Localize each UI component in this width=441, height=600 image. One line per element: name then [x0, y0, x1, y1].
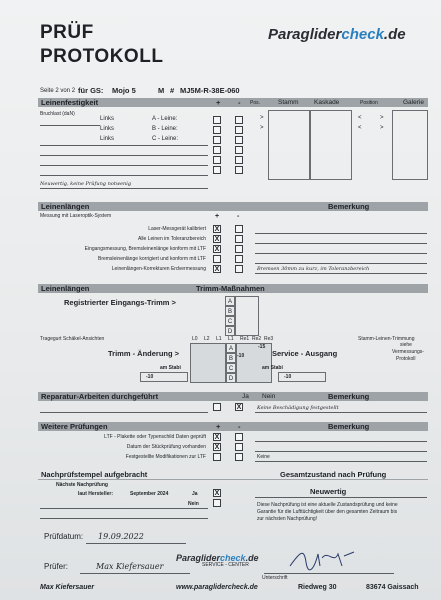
repair-remark: Keine Beschädigung festgestellt	[257, 405, 339, 411]
section-title: Leinenlängen	[41, 202, 90, 211]
line	[255, 451, 427, 452]
line	[40, 145, 208, 146]
kaskade-header: Kaskade	[314, 99, 340, 106]
checkbox-minus[interactable]	[235, 146, 243, 154]
position-arrow-left: <	[358, 115, 362, 121]
checkbox-minus[interactable]	[235, 156, 243, 164]
pruefdatum-label: Prüfdatum:	[44, 532, 84, 541]
line	[40, 125, 100, 126]
pruefer-value: Max Kiefersauer	[96, 562, 164, 571]
checkbox-plus[interactable]: X	[214, 246, 220, 253]
overall-condition: Neuwertig	[310, 487, 347, 496]
signature-image	[286, 544, 358, 574]
section-weitere	[38, 422, 428, 431]
disclaimer-line1: Diese Nachprüfung ist eine aktuelle Zustandsprüfung und keine	[257, 502, 398, 508]
glider-size: M	[158, 86, 165, 95]
check-label: Bremsleinenlänge korrigiert und konform mit LTF	[97, 256, 206, 262]
checkbox-ja[interactable]	[213, 403, 221, 411]
line	[255, 233, 427, 234]
col-head: Re3	[264, 336, 274, 342]
checkbox-plus[interactable]	[213, 116, 221, 124]
row-label: C	[225, 316, 235, 326]
checkbox-minus[interactable]	[235, 116, 243, 124]
check-label: Festgestellte Modifikationen zur LTF	[125, 454, 206, 460]
section-title: Leinenlängen	[41, 284, 90, 293]
disclaimer-line3: zur nächsten Nachprüfung!	[257, 516, 318, 522]
galerie-column	[392, 110, 428, 180]
shackle-left-grid	[190, 343, 226, 383]
trimm-input-column[interactable]	[235, 296, 259, 336]
checkbox-minus[interactable]	[235, 166, 243, 174]
checkbox-plus[interactable]	[213, 166, 221, 174]
row-label: C	[226, 363, 236, 373]
col-head: L2	[204, 336, 210, 342]
checkbox-minus[interactable]	[235, 126, 243, 134]
checkbox-plus[interactable]: X	[214, 236, 220, 243]
checkbox-minus[interactable]	[235, 225, 243, 233]
line	[40, 518, 208, 519]
checkbox-plus[interactable]	[213, 255, 221, 263]
protokoll-label: Protokoll	[396, 356, 416, 362]
check-label: Eingangsmessung, Bremsleinenlänge konform mit LTF	[84, 246, 206, 252]
col-head: Re2	[252, 336, 262, 342]
logo-text-left: Paraglider	[176, 553, 221, 563]
strength-note: Neuwertig, keine Prüfung notwenig	[40, 181, 132, 187]
checkbox-plus[interactable]	[213, 146, 221, 154]
plus-header: +	[216, 98, 221, 107]
nein-header: Nein	[262, 393, 276, 400]
line	[255, 497, 427, 498]
section-leinenfestigkeit	[38, 98, 428, 107]
disclaimer-line2: Garantie für die Lufttüchtigkeit über den gesamten Zeitraum bis	[257, 509, 398, 515]
line	[255, 243, 427, 244]
minus-header: -	[237, 213, 240, 220]
logo-text-right: .de	[383, 26, 406, 43]
nein-label: Nein	[188, 501, 199, 507]
tragegurt-label: Tragegurt Schäkel-Ansichten	[40, 336, 105, 342]
logo-text-left: Paraglider	[268, 26, 342, 43]
trimm-masse-header: Trimm-Maßnahmen	[196, 284, 265, 293]
pruefdatum-value: 19.09.2022	[98, 532, 144, 541]
vermessung-label: Vermessungs-	[392, 349, 424, 355]
check-label: LTF - Plakette oder Typenschild Daten geprüft	[104, 434, 206, 440]
checkbox-plus[interactable]	[213, 453, 221, 461]
section-leinenlaengen-trimm	[38, 284, 428, 293]
row-side: Links	[100, 116, 115, 122]
col-head: Re1	[240, 336, 250, 342]
row-line: B - Leine:	[152, 126, 178, 132]
line	[40, 508, 208, 509]
row-label: D	[225, 326, 235, 336]
section-nachpruef	[38, 470, 428, 479]
position-arrow-right: >	[380, 115, 384, 121]
row-line: C - Leine:	[152, 136, 179, 142]
row-side: Links	[100, 136, 115, 142]
line	[255, 253, 427, 254]
checkbox-minus[interactable]	[235, 265, 243, 273]
section-title: Leinenfestigkeit	[41, 98, 99, 107]
unterschrift-label: Unterschrift	[262, 575, 288, 581]
naechste-label: Nächste Nachprüfung	[56, 482, 108, 488]
checkbox-plus[interactable]: X	[214, 226, 220, 233]
pos-arrow: >	[260, 125, 264, 131]
pos-header: Pos.	[250, 100, 261, 106]
checkbox-minus[interactable]	[235, 235, 243, 243]
section-reparatur	[38, 392, 428, 401]
next-date: September 2024	[130, 491, 169, 497]
am-stabi-left: am Stabi	[160, 365, 181, 371]
title-line1: PRÜF	[40, 22, 94, 43]
checkbox-plus[interactable]	[213, 126, 221, 134]
brand-logo	[268, 26, 406, 44]
b-value: -10	[237, 353, 245, 359]
footer-city: 83674 Gaissach	[366, 584, 419, 591]
footer-street: Riedweg 30	[298, 584, 337, 591]
checkbox-plus[interactable]	[213, 156, 221, 164]
line	[255, 263, 427, 264]
checkbox-plus[interactable]: X	[214, 434, 220, 441]
checkbox-minus[interactable]	[235, 255, 243, 263]
stamm-column	[268, 110, 310, 180]
check-label: Leinenlängen-Korrekturen Erdvermessung	[111, 266, 206, 272]
row-label: D	[226, 373, 236, 383]
eingangs-trimm-label: Registrierter Eingangs-Trimm >	[64, 298, 176, 307]
checkbox-minus[interactable]	[235, 443, 243, 451]
col-head: L1	[228, 336, 234, 342]
row-line: A - Leine:	[152, 116, 178, 122]
siehe-label: siehe	[400, 342, 412, 348]
line	[40, 155, 208, 156]
pruefer-label: Prüfer:	[44, 562, 69, 571]
stamm-header: Stamm	[278, 99, 299, 106]
serial-label: #	[170, 86, 175, 95]
line	[86, 543, 186, 544]
gesamtzustand-title: Gesamtzustand nach Prüfung	[280, 470, 387, 479]
checkbox-minus[interactable]	[235, 433, 243, 441]
ja-header: Ja	[242, 393, 249, 400]
col-head: L0	[192, 336, 198, 342]
plus-header: +	[216, 422, 221, 431]
check-label: Datum der Stückprüfung vorhanden	[126, 444, 206, 450]
row-label: A	[226, 343, 236, 353]
minus-header: -	[238, 98, 241, 107]
stabi-right-value: -10	[284, 374, 292, 380]
checkbox-nein[interactable]: X	[236, 404, 242, 411]
ja-label: Ja	[192, 491, 198, 497]
line	[80, 573, 190, 574]
line	[255, 441, 427, 442]
line	[255, 273, 427, 274]
check-label: Laser-Messgerät kalibriert	[148, 226, 206, 232]
line	[255, 412, 427, 413]
kaskade-column	[310, 110, 352, 180]
line	[264, 573, 394, 574]
bruchlast-label: Bruchlast (daN)	[40, 111, 75, 117]
section-title: Nachprüfstempel aufgebracht	[41, 470, 148, 479]
glider-model: Mojo 5	[112, 86, 136, 95]
section-divider	[38, 479, 428, 480]
checkbox-minus[interactable]	[235, 453, 243, 461]
row-side: Links	[100, 126, 115, 132]
footer-website[interactable]: www.paraglidercheck.de	[176, 584, 258, 591]
section-title: Reparatur-Arbeiten durchgeführt	[41, 392, 159, 401]
bemerkung-header: Bemerkung	[328, 422, 370, 431]
bemerkung-header: Bemerkung	[328, 202, 370, 211]
section-title: Weitere Prüfungen	[41, 422, 108, 431]
checkbox-plus[interactable]	[213, 136, 221, 144]
page-number: Seite 2 von 2	[40, 88, 76, 94]
row-label: A	[225, 296, 235, 306]
row-label: B	[226, 353, 236, 363]
checkbox-minus[interactable]	[235, 245, 243, 253]
pos-arrow: >	[260, 115, 264, 121]
logo-text-mid: check	[341, 26, 384, 43]
section-leinenlaengen	[38, 202, 428, 211]
footer-name: Max Kiefersauer	[40, 584, 95, 591]
right-value: -15	[258, 344, 266, 350]
logo-text-mid: check	[220, 553, 246, 563]
checkbox-ja[interactable]: X	[214, 490, 220, 497]
for-gs-label: für GS:	[78, 86, 104, 95]
service-ausgang-label: Service - Ausgang	[272, 349, 338, 358]
am-stabi-right: am Stabi	[262, 365, 283, 371]
modification-remark: Keine	[257, 454, 270, 460]
line	[40, 412, 208, 413]
title-line2: PROTOKOLL	[40, 46, 164, 67]
laut-hersteller-label: laut Hersteller:	[78, 491, 114, 497]
position-arrow-left: <	[358, 125, 362, 131]
check-label: Alle Leinen im Toleranzbereich	[137, 236, 206, 242]
col-head: L1	[216, 336, 222, 342]
line	[255, 461, 427, 462]
line	[40, 165, 208, 166]
position-arrow-right: >	[380, 125, 384, 131]
checkbox-plus[interactable]: X	[214, 444, 220, 451]
trimm-aenderung-label: Trimm - Änderung >	[108, 349, 180, 358]
line	[40, 188, 208, 189]
plus-header: +	[215, 213, 220, 220]
checkbox-nein[interactable]	[213, 499, 221, 507]
stamm-trimmung-label: Stamm-Leinen-Trimmung	[358, 336, 415, 342]
service-center-label: SERVICE - CENTER	[202, 562, 249, 568]
shackle-right-grid	[236, 343, 272, 383]
checkbox-plus[interactable]: X	[214, 266, 220, 273]
measurement-subtitle: Messung mit Laseroptik-System	[40, 213, 112, 219]
minus-header: -	[238, 422, 241, 431]
serial-number: MJ5M-R-38E-060	[180, 86, 240, 95]
checkbox-minus[interactable]	[235, 136, 243, 144]
galerie-header: Galerie	[403, 99, 424, 106]
length-remark: Bremsen 30mm zu kurz, im Toleranzbereich	[257, 266, 370, 272]
logo-text-right: .de	[245, 553, 259, 563]
row-label: B	[225, 306, 235, 316]
position-header: Position	[360, 100, 378, 106]
line	[40, 175, 208, 176]
stabi-left-value: -10	[146, 374, 154, 380]
bemerkung-header: Bemerkung	[328, 392, 370, 401]
